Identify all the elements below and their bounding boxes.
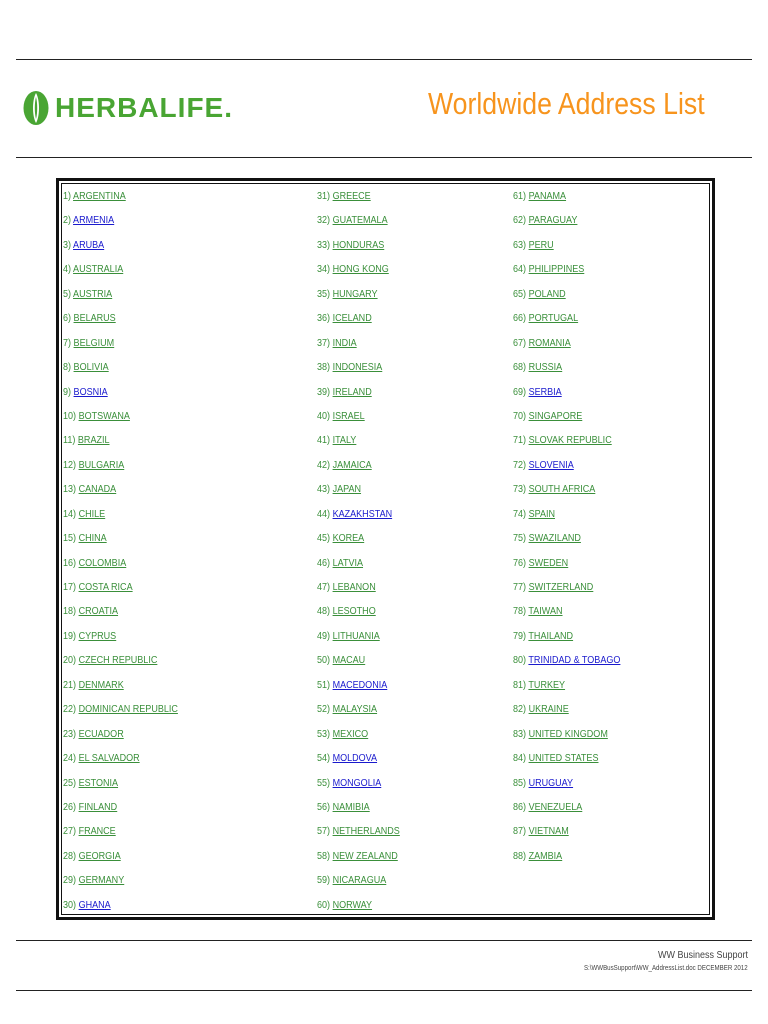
page-title: Worldwide Address List (428, 86, 705, 121)
country-link[interactable]: PERU (528, 238, 554, 251)
item-number: 82) (513, 703, 527, 716)
country-link[interactable]: GHANA (78, 898, 111, 911)
country-link[interactable]: ICELAND (332, 312, 372, 325)
country-list-item (513, 675, 620, 699)
item-number: 79) (513, 629, 527, 642)
leaf-icon (22, 88, 50, 128)
item-number: 31) (317, 190, 331, 202)
country-list-item (317, 504, 400, 528)
country-list-item (513, 650, 620, 674)
country-link[interactable]: IRELAND (332, 385, 372, 398)
country-list-item (63, 626, 178, 650)
footer-file-path: S:\WWBusSupport\WW_AddressList.doc DECEMBER 2012 (584, 963, 748, 972)
country-list-item (63, 846, 178, 870)
country-list-item (63, 259, 178, 283)
country-link[interactable]: BELARUS (73, 312, 116, 325)
country-link[interactable]: RUSSIA (528, 361, 563, 374)
item-number: 15) (63, 532, 77, 545)
item-number: 65) (513, 287, 527, 300)
country-link[interactable]: PARAGUAY (528, 214, 578, 227)
item-number: 67) (513, 336, 527, 349)
country-list-item (63, 504, 178, 528)
country-list-item (63, 357, 178, 381)
country-list-item (317, 259, 400, 283)
country-link[interactable]: HONDURAS (332, 238, 385, 251)
country-link[interactable]: MOLDOVA (332, 752, 378, 765)
country-link[interactable]: COSTA RICA (78, 581, 133, 593)
item-number: 85) (513, 776, 527, 789)
country-link[interactable]: ITALY (332, 434, 357, 447)
country-link[interactable]: BOLIVIA (73, 361, 109, 374)
country-list-item (513, 504, 620, 528)
country-link[interactable]: TURKEY (528, 678, 566, 691)
item-number: 55) (317, 776, 331, 789)
country-link[interactable]: CHINA (78, 532, 107, 545)
country-link[interactable]: ISRAEL (332, 409, 365, 422)
item-number: 69) (513, 385, 527, 398)
country-list-item (317, 601, 400, 625)
item-number: 81) (513, 678, 527, 691)
country-list-item (513, 382, 620, 406)
country-list-item (513, 699, 620, 723)
item-number: 70) (513, 409, 527, 422)
country-list-item (63, 210, 178, 234)
item-number: 75) (513, 532, 527, 545)
country-list-item (63, 479, 178, 503)
country-link[interactable]: BULGARIA (78, 458, 125, 471)
item-number: 8) (63, 361, 72, 374)
country-list-item (513, 357, 620, 381)
item-number: 14) (63, 507, 77, 520)
item-number: 58) (317, 849, 331, 862)
country-list-item (317, 870, 400, 894)
country-link[interactable]: PHILIPPINES (528, 263, 585, 276)
country-list-item (513, 455, 620, 479)
country-link[interactable]: SWEDEN (528, 556, 569, 569)
country-link[interactable]: KAZAKHSTAN (332, 507, 393, 520)
item-number: 28) (63, 849, 77, 862)
country-link[interactable]: CZECH REPUBLIC (78, 654, 158, 667)
country-link[interactable]: GERMANY (78, 874, 125, 887)
item-number: 39) (317, 385, 331, 398)
item-number: 29) (63, 874, 77, 887)
country-list-item (317, 333, 400, 357)
country-link[interactable]: EL SALVADOR (78, 752, 140, 765)
country-list-item (63, 308, 178, 332)
item-number: 72) (513, 458, 527, 471)
country-link[interactable]: SOUTH AFRICA (528, 483, 596, 496)
country-list-item (317, 699, 400, 723)
country-list-item (317, 626, 400, 650)
item-number: 44) (317, 507, 331, 520)
country-link[interactable]: SERBIA (528, 385, 562, 398)
country-list-item (513, 284, 620, 308)
country-link[interactable]: SWITZERLAND (528, 581, 594, 593)
item-number: 57) (317, 825, 331, 838)
item-number: 68) (513, 361, 527, 374)
country-list-item (317, 797, 400, 821)
item-number: 22) (63, 703, 77, 716)
country-link[interactable]: HUNGARY (332, 287, 378, 300)
country-link[interactable]: NETHERLANDS (332, 825, 400, 838)
country-link[interactable]: VENEZUELA (528, 800, 583, 813)
country-link[interactable]: CYPRUS (78, 629, 117, 642)
country-list-item (63, 821, 178, 845)
country-list-item (63, 553, 178, 577)
country-list-item (63, 528, 178, 552)
item-number: 33) (317, 238, 331, 251)
item-number: 12) (63, 458, 77, 471)
item-number: 73) (513, 483, 527, 496)
top-rule (16, 59, 752, 60)
item-number: 50) (317, 654, 331, 667)
country-list-item (63, 748, 178, 772)
country-link[interactable]: LITHUANIA (332, 629, 380, 642)
country-list-item (317, 308, 400, 332)
item-number: 9) (63, 385, 72, 398)
country-link[interactable]: LATVIA (332, 556, 364, 569)
country-list-item (513, 797, 620, 821)
country-list-item (317, 235, 400, 259)
item-number: 13) (63, 483, 77, 496)
country-link[interactable]: ROMANIA (528, 336, 571, 349)
item-number: 77) (513, 581, 527, 593)
country-link[interactable]: TRINIDAD & TOBAGO (528, 654, 621, 667)
country-link[interactable]: PORTUGAL (528, 312, 579, 325)
country-link[interactable]: CANADA (78, 483, 117, 496)
country-link[interactable]: DOMINICAN REPUBLIC (78, 703, 178, 716)
item-number: 71) (513, 434, 527, 447)
country-link[interactable]: MONGOLIA (332, 776, 382, 789)
country-link[interactable]: DENMARK (78, 678, 124, 691)
country-list-item (513, 748, 620, 772)
country-link[interactable]: SLOVAK REPUBLIC (528, 434, 612, 447)
country-list-item (63, 724, 178, 748)
country-list-item (63, 406, 178, 430)
item-number: 60) (317, 898, 331, 911)
item-number: 56) (317, 800, 331, 813)
country-link[interactable]: CHILE (78, 507, 106, 520)
item-number: 78) (513, 605, 527, 618)
country-list-item (513, 333, 620, 357)
country-link[interactable]: UKRAINE (528, 703, 569, 716)
item-number: 19) (63, 629, 77, 642)
country-list-item (63, 333, 178, 357)
item-number: 76) (513, 556, 527, 569)
item-number: 62) (513, 214, 527, 227)
item-number: 34) (317, 263, 331, 276)
country-link[interactable]: ZAMBIA (528, 849, 563, 862)
country-list-item (513, 406, 620, 430)
country-list-item (317, 577, 400, 601)
country-link[interactable]: ESTONIA (78, 776, 119, 789)
country-list-item (513, 773, 620, 797)
item-number: 10) (63, 409, 77, 422)
country-link[interactable]: BOTSWANA (78, 409, 130, 422)
country-list-item (513, 601, 620, 625)
country-list-item (63, 699, 178, 723)
item-number: 53) (317, 727, 331, 740)
item-number: 38) (317, 361, 331, 374)
item-number: 2) (63, 214, 72, 227)
country-link[interactable]: NAMIBIA (332, 800, 370, 813)
country-list-item (63, 895, 178, 919)
item-number: 23) (63, 727, 77, 740)
country-link[interactable]: SPAIN (528, 507, 556, 520)
country-list-item (317, 479, 400, 503)
country-link[interactable]: SINGAPORE (528, 409, 583, 422)
item-number: 25) (63, 776, 77, 789)
item-number: 42) (317, 458, 331, 471)
item-number: 47) (317, 581, 331, 593)
country-list-item (317, 553, 400, 577)
item-number: 48) (317, 605, 331, 618)
country-list-item (63, 773, 178, 797)
item-number: 63) (513, 238, 527, 251)
item-number: 84) (513, 752, 527, 765)
country-list-item (317, 455, 400, 479)
footer-rule (16, 940, 752, 941)
country-column-2 (317, 186, 413, 919)
item-number: 45) (317, 532, 331, 545)
country-link[interactable]: KOREA (332, 532, 365, 545)
country-link[interactable]: MEXICO (332, 727, 369, 740)
country-link[interactable]: GEORGIA (78, 849, 121, 862)
item-number: 21) (63, 678, 77, 691)
country-list-item (317, 895, 400, 919)
item-number: 51) (317, 678, 331, 691)
country-list-item (317, 846, 400, 870)
country-list-item (513, 259, 620, 283)
country-list-item (513, 430, 620, 454)
country-link[interactable]: PANAMA (528, 190, 567, 202)
country-link[interactable]: AUSTRIA (73, 287, 113, 300)
country-link[interactable]: NORWAY (332, 898, 373, 911)
country-column-3 (513, 186, 638, 870)
country-link[interactable]: BELGIUM (73, 336, 115, 349)
country-list-item (63, 577, 178, 601)
country-list-item (63, 675, 178, 699)
country-link[interactable]: AUSTRALIA (73, 263, 124, 276)
item-number: 18) (63, 605, 77, 618)
bottom-rule (16, 990, 752, 991)
country-list-item (513, 724, 620, 748)
country-list-item (63, 382, 178, 406)
country-list-item (63, 601, 178, 625)
country-link[interactable]: MALAYSIA (332, 703, 378, 716)
item-number: 32) (317, 214, 331, 227)
country-link[interactable]: NEW ZEALAND (332, 849, 398, 862)
country-list-item (513, 577, 620, 601)
item-number: 43) (317, 483, 331, 496)
item-number: 24) (63, 752, 77, 765)
country-list-item (317, 675, 400, 699)
country-link[interactable]: VIETNAM (528, 825, 569, 838)
country-link[interactable]: UNITED STATES (528, 752, 599, 765)
country-list-item (63, 284, 178, 308)
item-number: 88) (513, 849, 527, 862)
country-list-item (513, 528, 620, 552)
country-list-item (317, 382, 400, 406)
country-link[interactable]: ECUADOR (78, 727, 124, 740)
country-link[interactable]: GREECE (332, 190, 371, 202)
item-number: 5) (63, 287, 72, 300)
footer-department: WW Business Support (657, 950, 748, 961)
country-link[interactable]: MACAU (332, 654, 366, 667)
country-list-item (513, 235, 620, 259)
country-list-item (317, 357, 400, 381)
country-link[interactable]: MACEDONIA (332, 678, 388, 691)
country-link[interactable]: BRAZIL (77, 434, 110, 447)
item-number: 6) (63, 312, 72, 325)
country-link[interactable]: ARGENTINA (73, 190, 126, 202)
item-number: 27) (63, 825, 77, 838)
country-list-item (63, 430, 178, 454)
country-list-item (317, 821, 400, 845)
item-number: 87) (513, 825, 527, 838)
country-link[interactable]: COLOMBIA (78, 556, 127, 569)
country-link[interactable]: ARUBA (73, 238, 105, 251)
country-list-item (63, 235, 178, 259)
item-number: 20) (63, 654, 77, 667)
country-list-item (63, 797, 178, 821)
country-list-item (317, 748, 400, 772)
item-number: 64) (513, 263, 527, 276)
item-number: 49) (317, 629, 331, 642)
country-link[interactable]: INDONESIA (332, 361, 383, 374)
item-number: 46) (317, 556, 331, 569)
item-number: 54) (317, 752, 331, 765)
item-number: 26) (63, 800, 77, 813)
item-number: 36) (317, 312, 331, 325)
country-link[interactable]: HONG KONG (332, 263, 389, 276)
country-link[interactable]: SLOVENIA (528, 458, 574, 471)
country-link[interactable]: POLAND (528, 287, 566, 300)
item-number: 30) (63, 898, 77, 911)
country-link[interactable]: TAIWAN (528, 605, 563, 618)
country-link[interactable]: SWAZILAND (528, 532, 581, 545)
country-list-item (317, 650, 400, 674)
country-link[interactable]: JAPAN (332, 483, 362, 496)
country-list-item (513, 186, 620, 210)
country-link[interactable]: LESOTHO (332, 605, 376, 618)
country-list-item (513, 821, 620, 845)
country-list-item (317, 284, 400, 308)
item-number: 80) (513, 654, 527, 667)
country-link[interactable]: CROATIA (78, 605, 119, 618)
country-link[interactable]: NICARAGUA (332, 874, 387, 887)
item-number: 11) (63, 434, 76, 447)
country-list-item (63, 650, 178, 674)
country-link[interactable]: BOSNIA (73, 385, 108, 398)
item-number: 4) (63, 263, 72, 276)
country-link[interactable]: THAILAND (528, 629, 574, 642)
country-list-item (317, 210, 400, 234)
country-list-item (317, 773, 400, 797)
country-list-item (63, 455, 178, 479)
country-link[interactable]: JAMAICA (332, 458, 372, 471)
item-number: 3) (63, 238, 72, 251)
item-number: 37) (317, 336, 331, 349)
country-list-item (513, 308, 620, 332)
item-number: 59) (317, 874, 331, 887)
country-column-1 (63, 186, 197, 919)
item-number: 86) (513, 800, 527, 813)
item-number: 61) (513, 190, 527, 202)
country-list-item (63, 870, 178, 894)
item-number: 52) (317, 703, 331, 716)
item-number: 74) (513, 507, 527, 520)
country-list-item (513, 553, 620, 577)
item-number: 41) (317, 434, 331, 447)
herbalife-logo (22, 86, 233, 130)
header-rule (16, 157, 752, 158)
item-number: 40) (317, 409, 331, 422)
country-link[interactable]: ARMENIA (73, 214, 115, 227)
item-number: 35) (317, 287, 331, 300)
country-link[interactable]: URUGUAY (528, 776, 574, 789)
item-number: 17) (63, 581, 77, 593)
item-number: 66) (513, 312, 527, 325)
country-link[interactable]: FINLAND (78, 800, 118, 813)
country-list-item (317, 406, 400, 430)
country-link[interactable]: UNITED KINGDOM (528, 727, 608, 740)
country-list-item (513, 846, 620, 870)
country-list-item (317, 528, 400, 552)
country-list-item (63, 186, 178, 210)
item-number: 83) (513, 727, 527, 740)
country-list-item (513, 210, 620, 234)
country-list-item (513, 479, 620, 503)
item-number: 7) (63, 336, 72, 349)
country-link[interactable]: LEBANON (332, 581, 376, 593)
country-list-item (317, 724, 400, 748)
country-link[interactable]: GUATEMALA (332, 214, 388, 227)
logo-text: HERBALIFE. (55, 92, 233, 123)
country-list-item (317, 430, 400, 454)
country-list-item (317, 186, 400, 210)
country-link[interactable]: FRANCE (78, 825, 116, 838)
country-link[interactable]: INDIA (332, 336, 357, 349)
item-number: 1) (63, 190, 72, 202)
country-list-item (513, 626, 620, 650)
item-number: 16) (63, 556, 77, 569)
